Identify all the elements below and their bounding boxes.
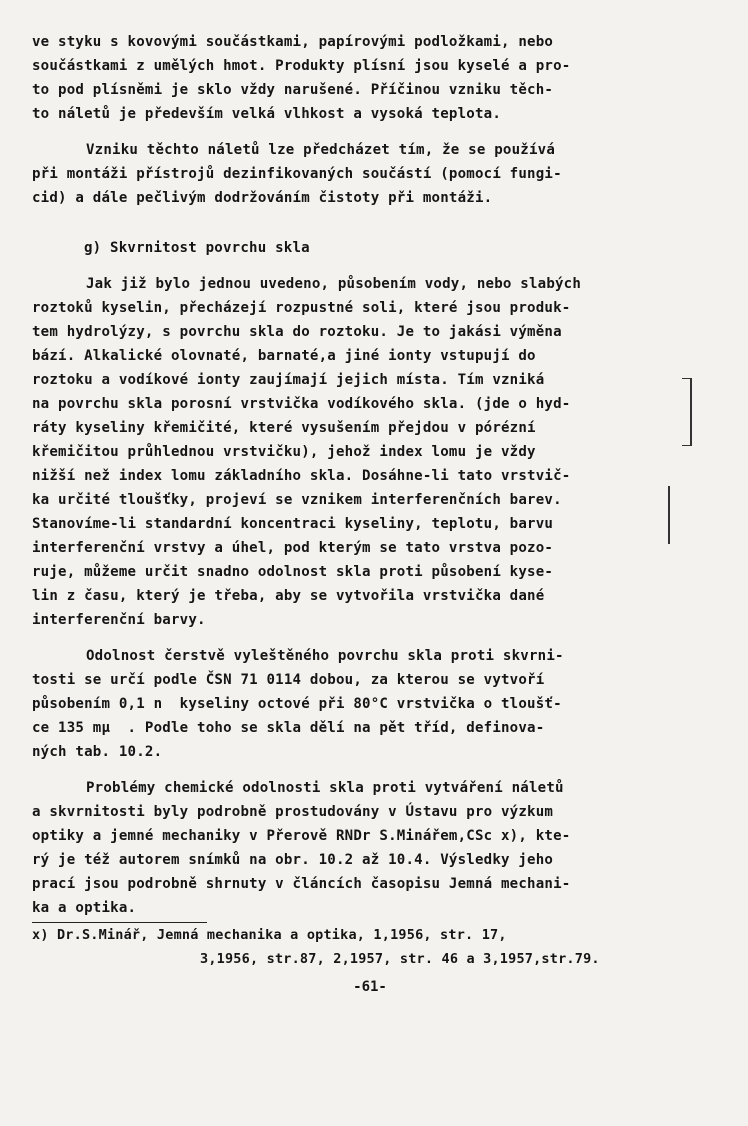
text-line: Vzniku těchto náletů lze předcházet tím, že se používá xyxy=(86,142,555,158)
text-line: to pod plísněmi je sklo vždy narušené. Příčinou vzniku těch- xyxy=(32,82,554,98)
text-line: nižší než index lomu základního skla. Dosáhne-li tato vrstvič- xyxy=(32,468,571,484)
paragraph-mold-films xyxy=(32,30,708,126)
text-line: na povrchu skla porosní vrstvička vodíkového skla. (jde o hyd- xyxy=(32,396,571,412)
text-line: roztoku a vodíkové ionty zaujímají jejich místa. Tím vzniká xyxy=(32,372,545,388)
text-line: ka určité tloušťky, projeví se vznikem interferenčních barev. xyxy=(32,492,562,508)
text-line: prací jsou podrobně shrnuty v článcích časopisu Jemná mechani- xyxy=(32,876,571,892)
margin-bar-mark xyxy=(666,486,670,544)
text-line: roztoků kyselin, přecházejí rozpustné soli, které jsou produk- xyxy=(32,300,571,316)
text-line: Odolnost čerstvě vyleštěného povrchu skla proti skvrni- xyxy=(86,648,564,664)
text-line: křemičitou průhlednou vrstvičku), jehož index lomu je vždy xyxy=(32,444,536,460)
text-line: tem hydrolýzy, s povrchu skla do roztoku. Je to jakási výměna xyxy=(32,324,562,340)
text-line: rý je též autorem snímků na obr. 10.2 až 10.4. Výsledky jeho xyxy=(32,852,554,868)
footnote-line: 3,1956, str.87, 2,1957, str. 46 a 3,1957,str.79. xyxy=(200,951,600,967)
footnote-line: x) Dr.S.Minář, Jemná mechanika a optika, 1,1956, str. 17, xyxy=(32,927,507,943)
margin-bracket-mark xyxy=(682,378,692,446)
section-heading: g) Skvrnitost povrchu skla xyxy=(84,240,310,256)
paragraph-research xyxy=(32,776,708,920)
paragraph-prevention xyxy=(32,138,708,210)
text-line: Jak již bylo jednou uvedeno, působením vody, nebo slabých xyxy=(86,276,582,292)
text-line: ce 135 mμ . Podle toho se skla dělí na pět tříd, definova- xyxy=(32,720,545,736)
text-line: ruje, můžeme určit snadno odolnost skla proti působení kyse- xyxy=(32,564,554,580)
text-line: to náletů je především velká vlhkost a vysoká teplota. xyxy=(32,106,501,122)
text-line: působením 0,1 n kyseliny octové při 80°C vrstvička o tloušť- xyxy=(32,696,562,712)
paragraph-spotting xyxy=(32,272,708,632)
text-line: interferenční vrstvy a úhel, pod kterým se tato vrstva pozo- xyxy=(32,540,554,556)
text-line: ných tab. 10.2. xyxy=(32,744,163,760)
text-line: lin z času, který je třeba, aby se vytvořila vrstvička dané xyxy=(32,588,545,604)
page-number: -61- xyxy=(353,979,387,995)
text-line: ráty kyseliny křemičité, které vysušením přejdou v pórézní xyxy=(32,420,536,436)
text-line: cid) a dále pečlivým dodržováním čistoty při montáži. xyxy=(32,190,493,206)
text-line: Stanovíme-li standardní koncentraci kyseliny, teplotu, barvu xyxy=(32,516,554,532)
text-line: ka a optika. xyxy=(32,900,137,916)
text-line: tosti se určí podle ČSN 71 0114 dobou, za kterou se vytvoří xyxy=(32,672,545,688)
paragraph-resistance xyxy=(32,644,708,764)
footnote xyxy=(32,923,708,971)
text-line: interferenční barvy. xyxy=(32,612,206,628)
text-line: bází. Alkalické olovnaté, barnaté,a jiné ionty vstupují do xyxy=(32,348,536,364)
text-line: optiky a jemné mechaniky v Přerově RNDr S.Minářem,CSc x), kte- xyxy=(32,828,571,844)
text-line: součástkami z umělých hmot. Produkty plísní jsou kyselé a pro- xyxy=(32,58,571,74)
text-line: Problémy chemické odolnosti skla proti vytváření náletů xyxy=(86,780,564,796)
text-line: a skvrnitosti byly podrobně prostudovány v Ústavu pro výzkum xyxy=(32,804,554,820)
text-line: při montáži přístrojů dezinfikovaných součástí (pomocí fungi- xyxy=(32,166,562,182)
text-line: ve styku s kovovými součástkami, papírovými podložkami, nebo xyxy=(32,34,554,50)
